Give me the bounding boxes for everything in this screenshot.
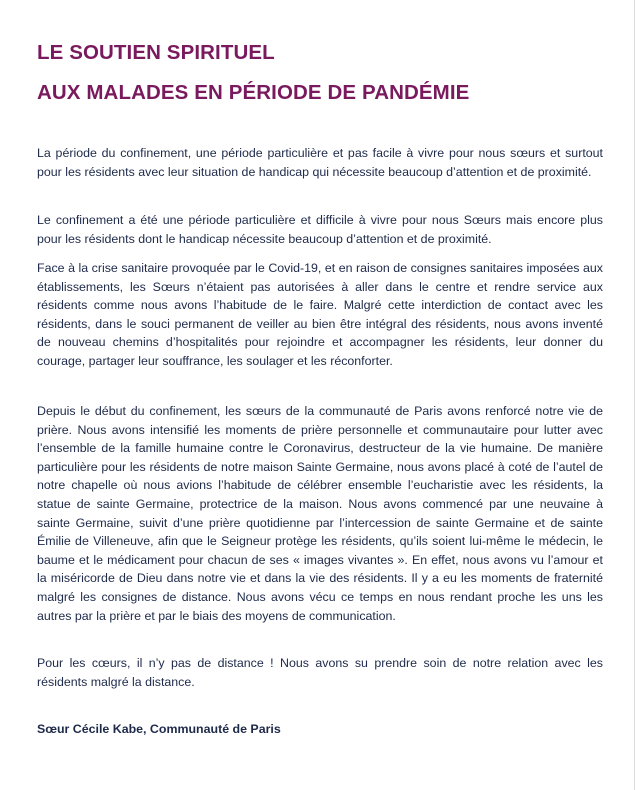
paragraph-intro: La période du confinement, une période particulière et pas facile à vivre pour nous sœurs et surtout pour les résidents avec leur situation de handicap qui nécessite beaucoup d’attention et de proximité. bbox=[37, 146, 603, 179]
title-line-1: LE SOUTIEN SPIRITUEL bbox=[37, 41, 275, 64]
paragraph-conclusion: Pour les cœurs, il n’y pas de distance ! Nous avons su prendre soin de notre relation avec les résidents malgré la distance. bbox=[37, 656, 603, 689]
paragraph-prayer-life: Depuis le début du confinement, les sœurs de la communauté de Paris avons renforcé notre vie de prière. Nous avons intensifié les moments de prière personnelle et communautaire pour lutter avec l’ensemble de la famille humaine contre le Coronavirus, destructeur de la vie humaine. De manière particulière pour les résidents de notre maison Sainte Germaine, nous avons placé à coté de l’autel de notre chapelle où nous avions l’habitude de célébrer ensemble l’eucharistie avec les résidents, la statue de sainte Germaine, protectrice de la maison. Nous avons commencé par une neuvaine à sainte Germaine, suivit d’une prière quotidienne par l’intercession de sainte Germaine et de sainte Émilie de Villeneuve, afin que le Seigneur protège les résidents, qu’ils soient lui-même le médecin, le baume et le médicament pour chacun de ses « images vivantes ». En effet, nous avons vu l’amour et la miséricorde de Dieu dans notre vie et dans la vie des résidents. Il y a eu les moments de fraternité malgré les consignes de distance. Nous avons vécu ce temps en nous rendant proche les uns les autres par la prière et par le biais des moyens de communication. bbox=[37, 404, 603, 623]
signature: Sœur Cécile Kabe, Communauté de Paris bbox=[37, 722, 281, 736]
paragraph-health-crisis: Face à la crise sanitaire provoquée par le Covid-19, et en raison de consignes sanitaires imposées aux établissements, les Sœurs n’étaient pas autorisées à aller dans le centre et rendre service aux résidents comme nous avons l’habitude de le faire. Malgré cette interdiction de contact avec les résidents, dans le souci permanent de veiller au bien être intégral des résidents, nous avons inventé de nouveau chemins d’hospitalités pour rejoindre et accompagner les résidents, leur donner du courage, partager leur souffrance, les soulager et les réconforter. bbox=[37, 261, 603, 368]
paragraph-confinement: Le confinement a été une période particulière et difficile à vivre pour nous Sœurs mais encore plus pour les résidents dont le handicap nécessite beaucoup d’attention et de proximité. bbox=[37, 213, 603, 246]
title-line-2: AUX MALADES EN PÉRIODE DE PANDÉMIE bbox=[37, 81, 470, 104]
